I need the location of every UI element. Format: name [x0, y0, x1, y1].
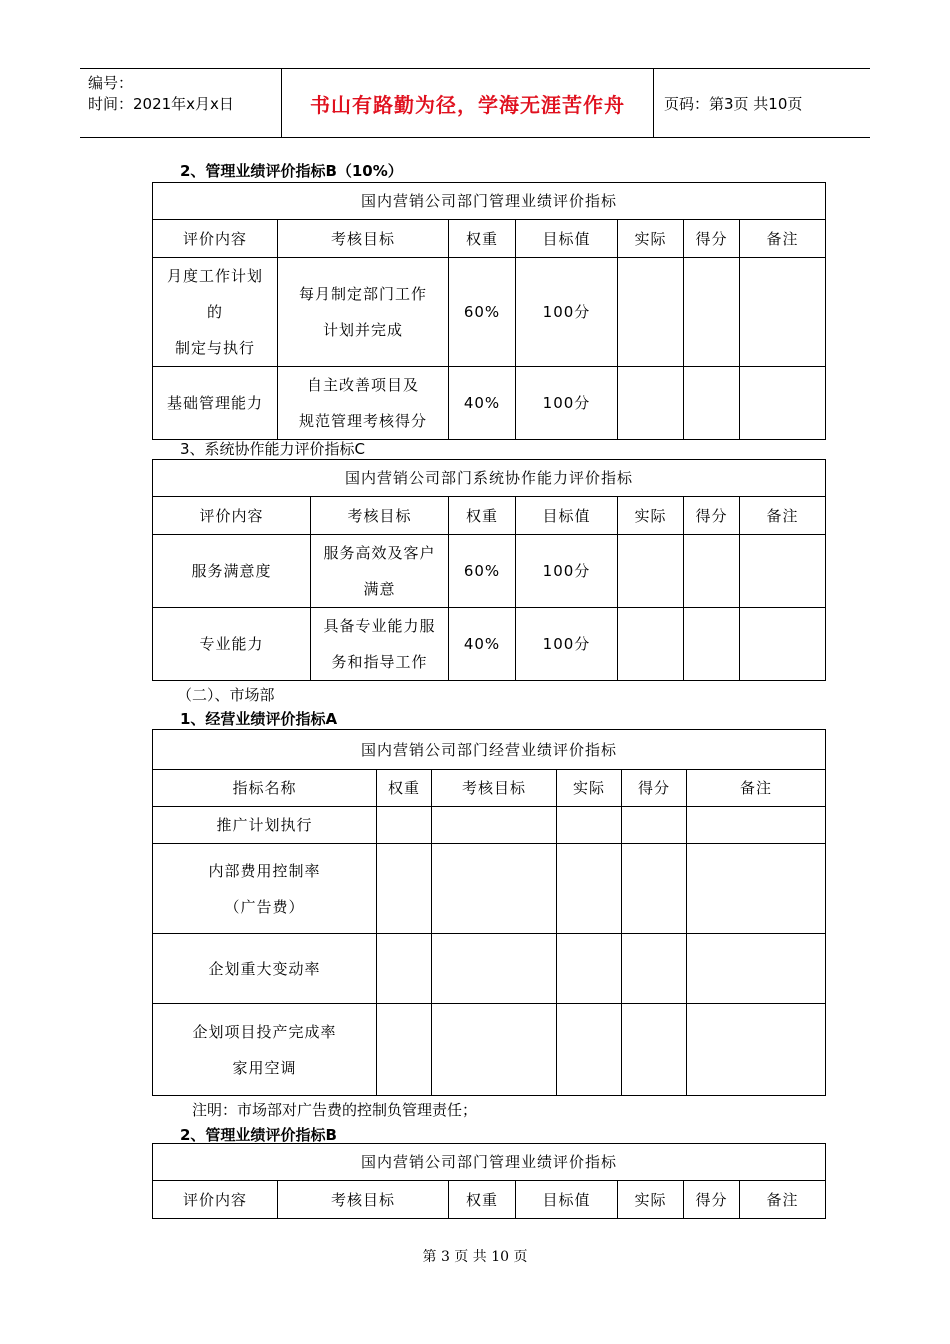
weight-cell: 40%	[449, 367, 516, 440]
value-cell: 100分	[516, 608, 618, 681]
col-header: 评价内容	[153, 220, 278, 258]
section3-table	[152, 729, 826, 1096]
col-header: 实际	[618, 220, 684, 258]
content-cell: 服务满意度	[153, 535, 311, 608]
col-header: 备注	[740, 497, 826, 535]
weight-cell: 60%	[449, 258, 516, 367]
table-row	[153, 807, 826, 844]
name-cell: 推广计划执行	[153, 807, 377, 844]
remark-cell	[740, 535, 826, 608]
col-header: 目标值	[516, 220, 618, 258]
col-header: 指标名称	[153, 770, 377, 807]
target-cell: 自主改善项目及 规范管理考核得分	[278, 367, 449, 440]
actual-cell	[618, 367, 684, 440]
col-header: 考核目标	[311, 497, 449, 535]
col-header: 目标值	[516, 497, 618, 535]
target-cell: 每月制定部门工作 计划并完成	[278, 258, 449, 367]
table-header-row	[153, 1181, 826, 1219]
name-cell: 企划项目投产完成率 家用空调	[153, 1004, 377, 1096]
header-meta	[80, 69, 282, 137]
actual-cell	[618, 258, 684, 367]
number-label: 编号：	[88, 74, 134, 92]
value-cell: 100分	[516, 367, 618, 440]
col-header: 得分	[684, 1181, 740, 1219]
table-row	[153, 367, 826, 440]
score-cell	[684, 608, 740, 681]
col-header: 考核目标	[432, 770, 557, 807]
content-cell: 月度工作计划 的 制定与执行	[153, 258, 278, 367]
section4-table	[152, 1143, 826, 1219]
remark-cell	[740, 608, 826, 681]
table-title: 国内营销公司部门管理业绩评价指标	[153, 1144, 826, 1181]
col-header: 考核目标	[278, 220, 449, 258]
remark-cell	[740, 367, 826, 440]
col-header: 备注	[687, 770, 826, 807]
table-header-row	[153, 497, 826, 535]
name-cell: 内部费用控制率 （广告费）	[153, 844, 377, 934]
section3-note: 注明：市场部对广告费的控制负管理责任；	[192, 1101, 478, 1119]
page-header	[80, 68, 870, 138]
page-footer: 第 3 页 共 10 页	[422, 1249, 528, 1265]
table-row	[153, 535, 826, 608]
score-cell	[684, 258, 740, 367]
col-header: 评价内容	[153, 497, 311, 535]
col-header: 备注	[740, 220, 826, 258]
section3-heading: 1、经营业绩评价指标A	[180, 710, 338, 728]
table-header-row	[153, 770, 826, 807]
table-row	[153, 1004, 826, 1096]
slogan: 书山有路勤为径，学海无涯苦作舟	[310, 92, 625, 117]
header-slogan-cell	[282, 69, 654, 137]
section1-table	[152, 182, 826, 440]
table-title: 国内营销公司部门系统协作能力评价指标	[153, 460, 826, 497]
target-cell: 具备专业能力服 务和指导工作	[311, 608, 449, 681]
content-cell: 专业能力	[153, 608, 311, 681]
table-header-row	[153, 220, 826, 258]
section4-heading: 2、管理业绩评价指标B	[180, 1126, 337, 1144]
section1-heading: 2、管理业绩评价指标B（10%）	[180, 162, 403, 180]
weight-cell: 40%	[449, 608, 516, 681]
content-cell: 基础管理能力	[153, 367, 278, 440]
col-header: 得分	[622, 770, 687, 807]
col-header: 考核目标	[278, 1181, 449, 1219]
target-cell: 服务高效及客户 满意	[311, 535, 449, 608]
table-title: 国内营销公司部门管理业绩评价指标	[153, 183, 826, 220]
actual-cell	[618, 535, 684, 608]
col-header: 权重	[449, 497, 516, 535]
col-header: 得分	[684, 220, 740, 258]
value-cell: 100分	[516, 535, 618, 608]
time-label: 时间：2021年x月x日	[88, 95, 234, 113]
col-header: 目标值	[516, 1181, 618, 1219]
score-cell	[684, 535, 740, 608]
col-header: 备注	[740, 1181, 826, 1219]
name-cell: 企划重大变动率	[153, 934, 377, 1004]
col-header: 评价内容	[153, 1181, 278, 1219]
col-header: 权重	[449, 220, 516, 258]
table-row	[153, 258, 826, 367]
table-row	[153, 844, 826, 934]
col-header: 实际	[557, 770, 622, 807]
value-cell: 100分	[516, 258, 618, 367]
col-header: 权重	[377, 770, 432, 807]
col-header: 实际	[618, 1181, 684, 1219]
col-header: 实际	[618, 497, 684, 535]
col-header: 权重	[449, 1181, 516, 1219]
score-cell	[684, 367, 740, 440]
table-row	[153, 608, 826, 681]
section2-table	[152, 459, 826, 681]
section3-subtitle: （二）、市场部	[177, 686, 275, 704]
section2-heading: 3、系统协作能力评价指标C	[180, 440, 366, 458]
weight-cell: 60%	[449, 535, 516, 608]
page-info: 页码：第3页 共10页	[664, 94, 803, 113]
table-row	[153, 934, 826, 1004]
actual-cell	[618, 608, 684, 681]
col-header: 得分	[684, 497, 740, 535]
remark-cell	[740, 258, 826, 367]
table-title: 国内营销公司部门经营业绩评价指标	[153, 730, 826, 770]
